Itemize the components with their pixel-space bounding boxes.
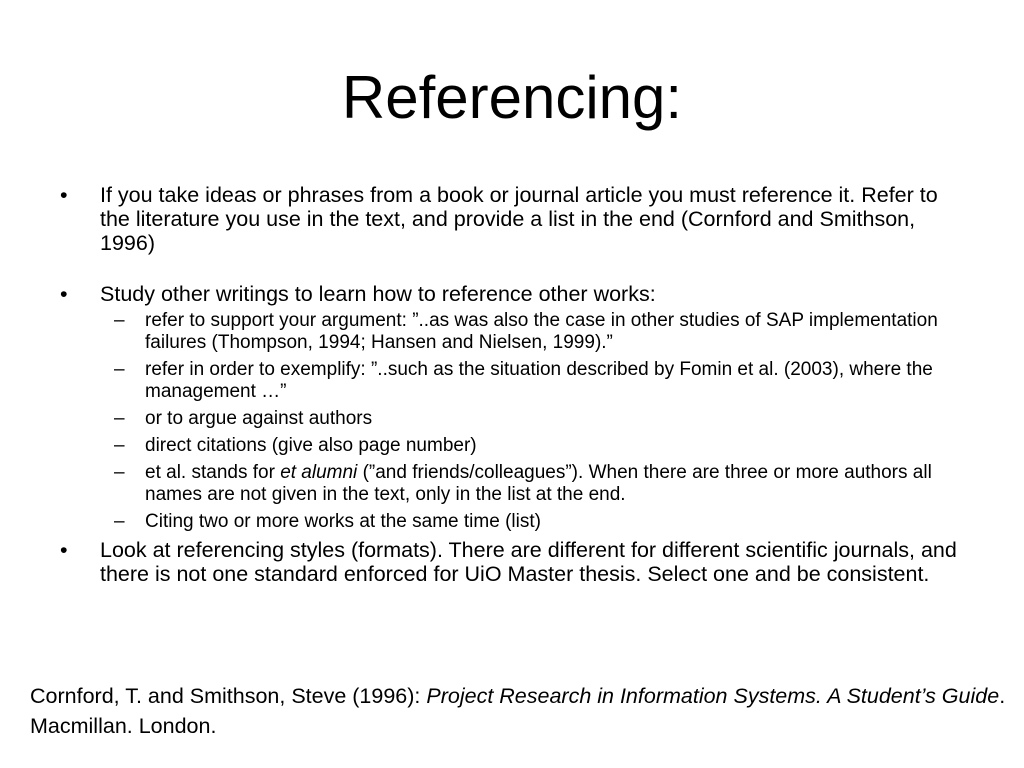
bullet-item — [60, 282, 960, 306]
bullet-marker: • — [60, 282, 68, 306]
bullet-marker: • — [60, 538, 68, 562]
sub-item-text-before: et al. stands for — [145, 462, 281, 483]
reference-citation — [30, 681, 1010, 741]
sub-item-text: refer to support your argument: ”..as was also the case in other studies of SAP implementation failures (Thompson, 1994; Hansen and Nielsen, 1999).” — [145, 310, 938, 353]
sub-item-text: or to argue against authors — [145, 408, 373, 429]
sub-item — [100, 462, 960, 506]
sub-item-text: direct citations (give also page number) — [145, 435, 477, 456]
sub-marker: – — [114, 462, 125, 483]
sub-marker: – — [114, 408, 125, 429]
bullet-item — [60, 538, 960, 586]
sub-list — [60, 310, 960, 533]
reference-book-title: Project Research in Information Systems. A Student’s Guide — [426, 684, 1000, 708]
sub-item-text-after: (”and friends/colleagues”). When there are three or more authors all names are not given in the text, only in the list at the end. — [145, 462, 932, 505]
sub-item-text: refer in order to exemplify: ”..such as the situation described by Fomin et al. (2003), where the management …” — [145, 359, 933, 402]
reference-publisher: . Macmillan. London. — [30, 684, 1006, 738]
bullet-text: If you take ideas or phrases from a book or journal article you must reference it. Refer to the literature you use in the text, and provide a list in the end (Cornford and Smithson, 1996) — [100, 183, 938, 255]
sub-marker: – — [114, 511, 125, 532]
sub-item — [100, 310, 960, 354]
bullet-text: Look at referencing styles (formats). There are different for different scientific journals, and there is not one standard enforced for UiO Master thesis. Select one and be consistent. — [100, 538, 957, 586]
sub-item — [100, 408, 960, 430]
sub-item-text-italic: et alumni — [280, 462, 358, 483]
bullet-marker: • — [60, 183, 68, 207]
reference-authors: Cornford, T. and Smithson, Steve (1996): — [30, 684, 427, 708]
sub-marker: – — [114, 310, 125, 331]
slide-title: Referencing: — [341, 64, 683, 131]
bullet-text: Study other writings to learn how to reference other works: — [100, 282, 656, 306]
bullet-item — [60, 183, 960, 255]
sub-item — [100, 511, 960, 533]
sub-item — [100, 435, 960, 457]
slide-body — [60, 183, 960, 586]
sub-item — [100, 359, 960, 403]
sub-marker: – — [114, 359, 125, 380]
sub-item-text: Citing two or more works at the same time (list) — [145, 511, 541, 532]
sub-marker: – — [114, 435, 125, 456]
